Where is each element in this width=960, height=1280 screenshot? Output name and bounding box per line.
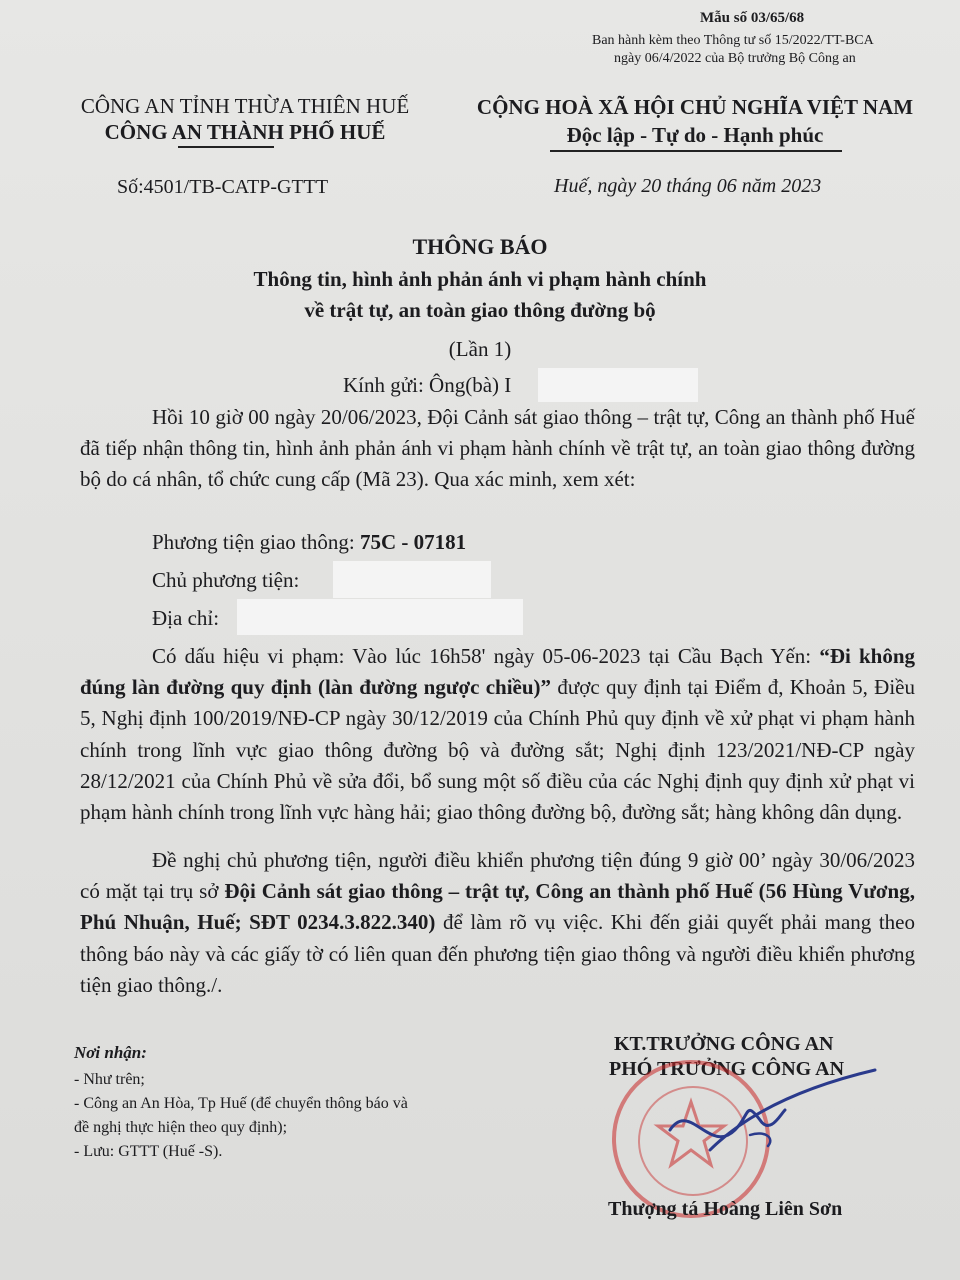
violation-offense: “Đi không đúng làn đường quy định (làn đường ngược chiều)”	[80, 644, 916, 700]
intro-paragraph: Hồi 10 giờ 00 ngày 20/06/2023, Đội Cảnh sát giao thông – trật tự, Công an thành phố Huế đã tiếp nhận thông tin, hình ảnh phản ánh vi phạm hành chính về trật tự, an toàn giao thông đường bộ do cá nhân, tổ chức cung cấp (Mã 23). Qua xác minh, xem xét:	[80, 405, 915, 492]
notice-title: THÔNG BÁO	[412, 234, 548, 259]
address-label: Địa chỉ:	[152, 606, 220, 630]
request-part-2: để làm rõ vụ việc. Khi đến giải quyết phải mang theo thông báo này và các giấy tờ có liên quan đến phương tiện giao thông và người điều khiển phương tiện giao thông./.	[80, 910, 916, 997]
agency-parent: CÔNG AN TỈNH THỪA THIÊN HUẾ	[80, 94, 410, 118]
violation-lead: Có dấu hiệu vi phạm: Vào lúc 16h58' ngày 05-06-2023 tại Cầu Bạch Yến:	[152, 644, 812, 668]
request-office: Đội Cảnh sát giao thông – trật tự, Công an thành phố Huế (56 Hùng Vương, Phú Nhuận, Huế; SĐT 0234.3.822.340)	[80, 879, 915, 935]
recipient-2-line-1: - Công an An Hòa, Tp Huế (để chuyển thông báo và	[74, 1095, 408, 1112]
redaction-address	[237, 599, 523, 635]
form-number: Mẫu số 03/65/68	[700, 10, 805, 26]
signer-name: Thượng tá Hoàng Liên Sơn	[608, 1198, 843, 1220]
signature-title-2: PHÓ TRƯỞNG CÔNG AN	[609, 1058, 845, 1080]
recipient-2-line-2: đề nghị thực hiện theo quy định);	[74, 1119, 288, 1136]
redaction-recipient-name	[538, 368, 698, 402]
redaction-owner	[333, 561, 491, 598]
recipient-3: - Lưu: GTTT (Huế -S).	[74, 1143, 223, 1160]
recipients-heading: Nơi nhận:	[74, 1043, 147, 1062]
vehicle-plate: 75C - 07181	[359, 530, 467, 554]
nation-title: CỘNG HOÀ XÃ HỘI CHỦ NGHĨA VIỆT NAM	[476, 95, 914, 119]
motto-underline	[550, 150, 842, 152]
owner-label: Chủ phương tiện:	[152, 568, 300, 592]
vehicle-line	[152, 527, 466, 558]
greeting-name-fragment: I	[504, 373, 512, 397]
place-date: Huế, ngày 20 tháng 06 năm 2023	[554, 175, 822, 197]
greeting	[343, 370, 511, 401]
notice-subtitle-2: về trật tự, an toàn giao thông đường bộ	[304, 298, 656, 322]
form-issued-line-2: ngày 06/4/2022 của Bộ trưởng Bộ Công an	[614, 51, 856, 66]
agency-name: CÔNG AN THÀNH PHỐ HUẾ	[104, 120, 386, 144]
vehicle-label: Phương tiện giao thông:	[152, 530, 360, 554]
signature-title-1: KT.TRƯỞNG CÔNG AN	[614, 1033, 834, 1055]
recipient-1: - Như trên;	[74, 1071, 145, 1088]
violation-paragraph	[80, 641, 915, 828]
form-issued-line-1: Ban hành kèm theo Thông tư số 15/2022/TT-BCA	[592, 33, 874, 48]
notice-subtitle-1: Thông tin, hình ảnh phản ánh vi phạm hành chính	[253, 267, 707, 291]
request-paragraph	[80, 845, 915, 1001]
request-part-1: Đề nghị chủ phương tiện, người điều khiển phương tiện đúng 9 giờ 00’ ngày 30/06/2023 có mặt tại trụ sở	[80, 848, 915, 904]
nation-motto: Độc lập - Tự do - Hạnh phúc	[566, 123, 824, 147]
greeting-label: Kính gửi: Ông(bà)	[343, 373, 505, 397]
notice-attempt: (Lần 1)	[448, 337, 512, 361]
violation-legal-basis: được quy định tại Điểm đ, Khoản 5, Điều 5, Nghị định 100/2019/NĐ-CP ngày 30/12/2019 của Chính Phủ quy định về xử phạt vi phạm hành chính trong lĩnh vực giao thông đường bộ và đường sắt; Nghị định 123/2021/NĐ-CP ngày 28/12/2021 của Chính Phủ về sửa đổi, bổ sung một số điều của các Nghị định quy định xử phạt vi phạm hành chính trong lĩnh vực hàng hải; giao thông đường bộ, đường sắt; hàng không dân dụng.	[80, 675, 915, 825]
agency-underline	[178, 146, 274, 148]
document-number: Số:4501/TB-CATP-GTTT	[117, 176, 329, 198]
handwritten-signature	[650, 1060, 890, 1180]
